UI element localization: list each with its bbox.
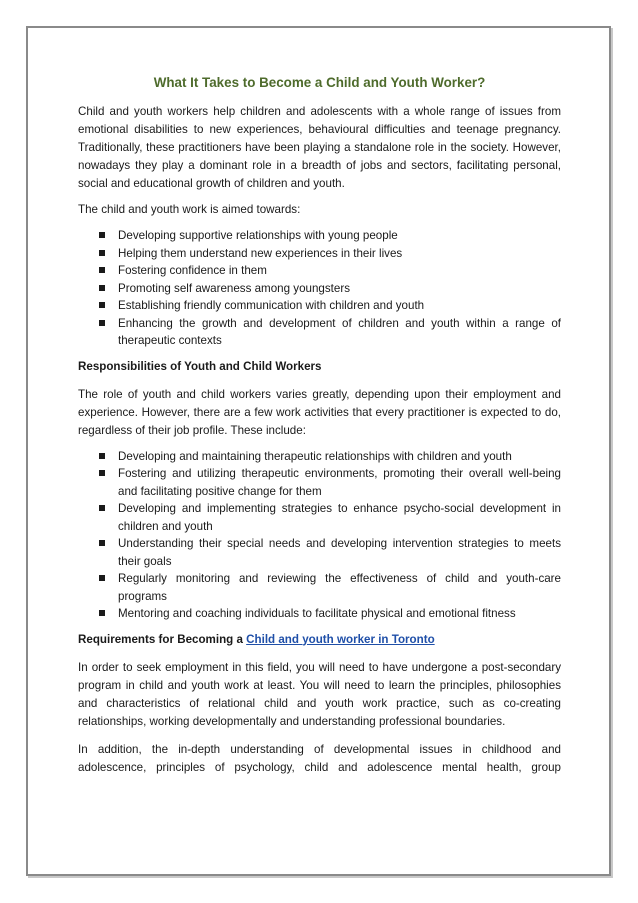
list-item: Regularly monitoring and reviewing the effectiveness of child and youth-care programs [78,570,561,605]
toronto-worker-link[interactable]: Child and youth worker in Toronto [246,632,435,646]
responsibilities-heading: Responsibilities of Youth and Child Workers [78,359,322,373]
list-item: Mentoring and coaching individuals to facilitate physical and emotional fitness [78,605,561,623]
bullet-icon [99,267,105,273]
bullet-icon [99,232,105,238]
list-item: Developing and maintaining therapeutic relationships with children and youth [78,448,561,466]
bullet-icon [99,505,105,511]
list-item: Enhancing the growth and development of children and youth within a range of therapeutic contexts [78,315,561,350]
requirements-paragraph-2: In addition, the in-depth understanding of developmental issues in childhood and adolescence, principles of psychology, child and adolescence mental health, group [78,742,561,774]
list-item: Helping them understand new experiences in their lives [78,245,561,263]
list-item: Fostering confidence in them [78,262,561,280]
requirements-paragraph-1: In order to seek employment in this field, you will need to have undergone a post-secondary program in child and youth work at least. You will need to learn the principles, philosophies and characteristics of relational child and youth work practice, such as co-creating relationships, working developmentally and understanding professional boundaries. [78,660,561,728]
bullet-icon [99,320,105,326]
responsibilities-list [78,448,561,623]
list-item: Understanding their special needs and developing intervention strategies to meets their goals [78,535,561,570]
document-body [78,28,561,777]
aims-lead: The child and youth work is aimed towards: [78,203,301,216]
list-item: Promoting self awareness among youngsters [78,280,561,298]
aims-list [78,227,561,350]
responsibilities-intro: The role of youth and child workers varies greatly, depending upon their employment and experience. However, there are a few work activities that every practitioner is expected to do, regardless of their job profile. These include: [78,387,561,437]
list-item: Establishing friendly communication with children and youth [78,297,561,315]
bullet-icon [99,453,105,459]
intro-paragraph: Child and youth workers help children and adolescents with a whole range of issues from emotional disabilities to new experiences, behavioural difficulties and teenage pregnancy. Traditionally, these practitioners have been playing a standalone role in the society. However, nowadays they play a dominant role in a breadth of jobs and sectors, facilitating personal, social and educational growth of children and youth. [78,105,561,190]
document-title: What It Takes to Become a Child and Youth Worker? [153,75,486,90]
list-item: Fostering and utilizing therapeutic environments, promoting their overall well-being and facilitating positive change for them [78,465,561,500]
bullet-icon [99,302,105,308]
bullet-icon [99,610,105,616]
bullet-icon [99,470,105,476]
requirements-heading: Requirements for Becoming a Child and youth worker in Toronto [78,632,435,646]
bullet-icon [99,540,105,546]
bullet-icon [99,250,105,256]
bullet-icon [99,575,105,581]
page [26,26,611,876]
list-item: Developing and implementing strategies to enhance psycho-social development in children and youth [78,500,561,535]
list-item: Developing supportive relationships with young people [78,227,561,245]
bullet-icon [99,285,105,291]
